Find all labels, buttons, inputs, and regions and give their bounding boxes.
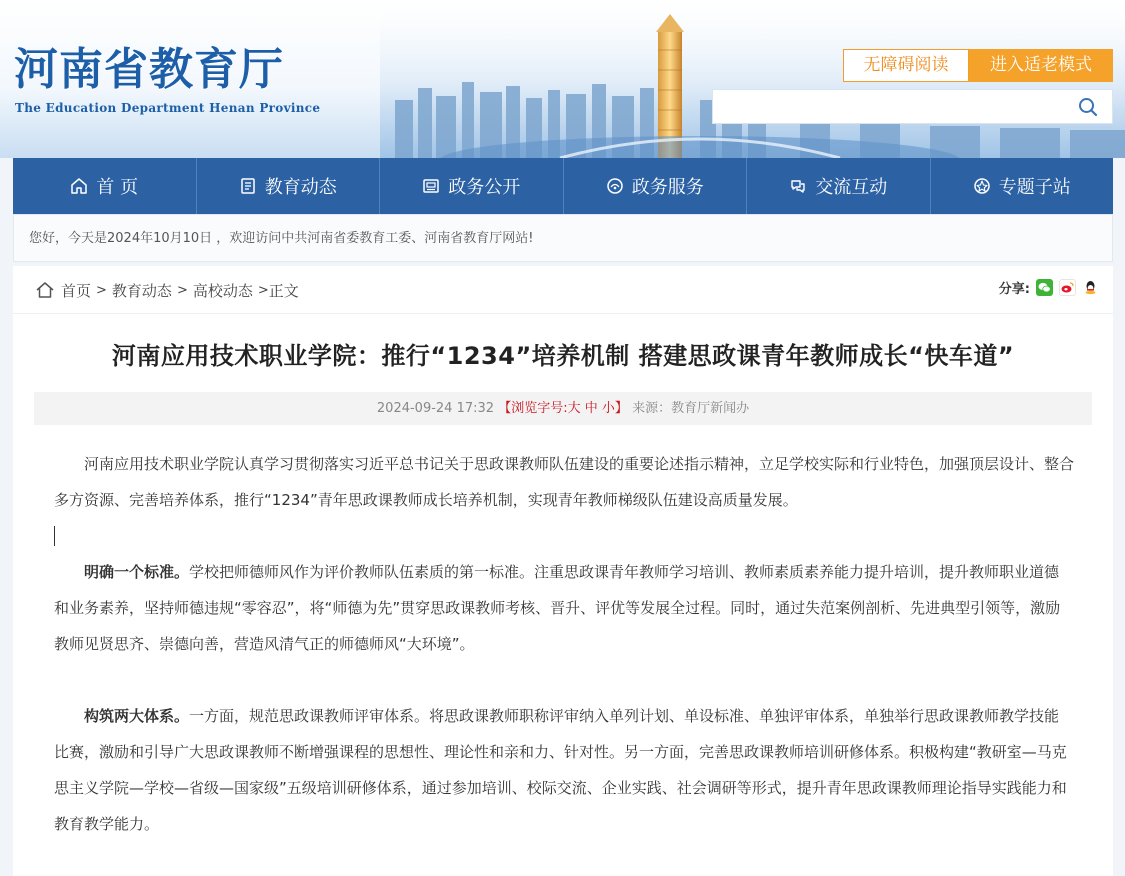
article-body (54, 446, 1074, 842)
paragraph-3-text: 一方面，规范思政课教师评审体系。将思政课教师职称评审纳入单列计划、单设标准、单独评审体系，单独举行思政课教师教学技能比赛，激励和引导广大思政课教师不断增强课程的思想性、理论性和亲和力、针对性。另一方面，完善思政课教师培训研修体系。积极构建“教研室—马克思主义学院—学校—省级—国家级”五级培训研修体系，通过参加培训、校际交流、企业实践、社会调研等形式，提升青年思政课教师理论指导实践能力和教育教学能力。 (54, 707, 1067, 833)
paragraph-gap (54, 662, 1074, 698)
article-container (13, 266, 1113, 876)
home-icon (35, 281, 55, 299)
site-logo-subtitle: The Education Department Henan Province (15, 101, 321, 115)
search-box (712, 89, 1113, 124)
font-size-control (498, 401, 628, 416)
breadcrumb-separator: > (257, 282, 269, 298)
font-size-suffix: 】 (614, 401, 628, 416)
breadcrumb-news[interactable]: 教育动态 (111, 281, 172, 300)
gov-icon (422, 177, 440, 195)
paragraph-2-lead: 明确一个标准。 (84, 563, 190, 581)
paragraph-3-lead: 构筑两大体系。 (84, 707, 190, 725)
search-input[interactable] (713, 90, 1077, 123)
news-icon (239, 177, 257, 195)
nav-item-topics[interactable] (931, 158, 1114, 214)
nav-item-gov-open[interactable] (380, 158, 564, 214)
wechat-share-icon[interactable] (1036, 279, 1053, 296)
paragraph-1: 河南应用技术职业学院认真学习贯彻落实习近平总书记关于思政课教师队伍建设的重要论述指示精神，立足学校实际和行业特色，加强顶层设计、整合多方资源、完善培养体系，推行“1234”青年思政课教师成长培养机制，实现青年教师梯级队伍建设高质量发展。 (54, 455, 1075, 509)
breadcrumb-home[interactable]: 首页 (61, 281, 92, 300)
paragraph-2 (54, 554, 1074, 662)
service-icon (606, 177, 624, 195)
nav-item-label: 交流互动 (815, 177, 888, 198)
article-date: 2024-09-24 17:32 (376, 401, 495, 416)
breadcrumb (35, 278, 299, 302)
text-cursor (54, 526, 55, 546)
paragraph-2-text: 学校把师德师风作为评价教师队伍素质的第一标准。注重思政课青年教师学习培训、教师素质素养能力提升培训，提升教师职业道德和业务素养，坚持师德违规“零容忍”，将“师德为先”贯穿思政课教师考核、晋升、评优等发展全过程。同时，通过失范案例剖析、先进典型引领等，激励教师见贤思齐、崇德向善，营造风清气正的师德师风“大环境”。 (54, 563, 1061, 653)
weibo-share-icon[interactable] (1059, 279, 1076, 296)
site-logo-title: 河南省教育厅 (14, 44, 284, 95)
breadcrumb-current: 正文 (268, 281, 299, 300)
interact-icon (789, 177, 807, 195)
topic-icon (973, 177, 991, 195)
nav-item-gov-service[interactable] (564, 158, 748, 214)
paragraph-3 (54, 698, 1074, 842)
site-header (0, 0, 1125, 158)
breadcrumb-university-news[interactable]: 高校动态 (192, 281, 253, 300)
accessibility-reading-button[interactable]: 无障碍阅读 (843, 49, 969, 82)
search-icon[interactable] (1078, 97, 1098, 121)
font-size-prefix: 【浏览字号: (498, 401, 568, 416)
nav-item-label: 专题子站 (998, 177, 1071, 198)
font-size-large[interactable]: 大 (567, 401, 581, 416)
nav-item-news[interactable] (197, 158, 381, 214)
nav-item-label: 政务公开 (448, 177, 521, 198)
article-source: 来源：教育厅新闻办 (632, 401, 750, 416)
breadcrumb-separator: > (176, 282, 188, 298)
nav-item-interact[interactable] (747, 158, 931, 214)
qq-share-icon[interactable] (1082, 279, 1099, 296)
nav-item-label: 教育动态 (264, 177, 337, 198)
nav-item-label: 首 页 (96, 177, 139, 198)
nav-item-home[interactable] (13, 158, 197, 214)
home-icon (70, 177, 88, 195)
share-label: 分享: (998, 282, 1030, 297)
font-size-medium[interactable]: 中 (584, 401, 598, 416)
welcome-bar: 您好，今天是2024年10月10日 ，欢迎访问中共河南省委教育工委、河南省教育厅网站! (13, 214, 1113, 262)
font-size-small[interactable]: 小 (601, 401, 615, 416)
elder-mode-button[interactable]: 进入适老模式 (969, 49, 1113, 82)
article-meta (34, 392, 1092, 425)
article-title: 河南应用技术职业学院：推行“1234”培养机制 搭建思政课青年教师成长“快车道” (111, 342, 1015, 370)
share-bar (999, 278, 1099, 297)
main-nav (13, 158, 1113, 214)
divider (13, 313, 1113, 314)
nav-item-label: 政务服务 (631, 177, 704, 198)
breadcrumb-separator: > (96, 282, 107, 298)
